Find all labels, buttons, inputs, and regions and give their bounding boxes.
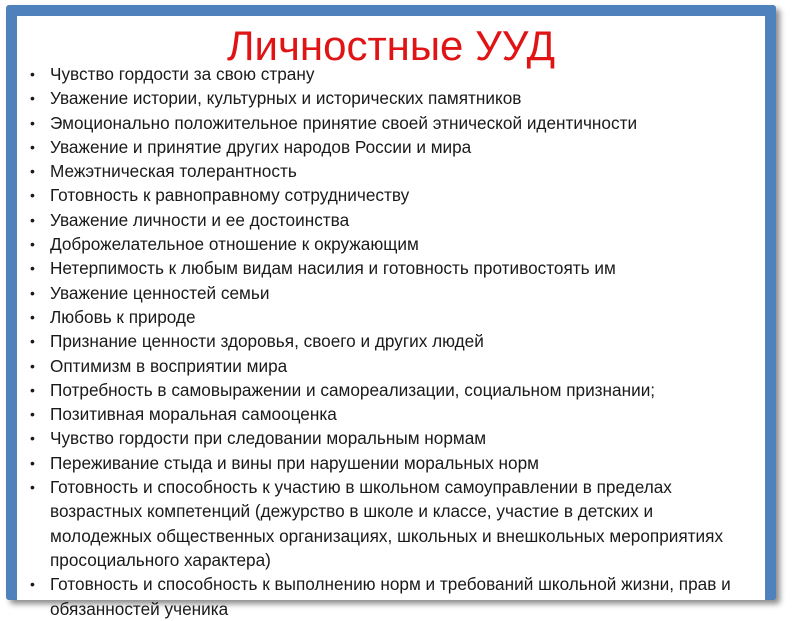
content-panel <box>17 16 765 619</box>
list-item <box>17 62 765 86</box>
bullet-icon: • <box>30 163 35 180</box>
bullet-icon: • <box>30 454 35 471</box>
bullet-icon: • <box>30 479 35 496</box>
list-item <box>17 232 765 256</box>
list-item-text: Любовь к природе <box>50 306 196 327</box>
bullet-list <box>17 62 765 621</box>
list-item <box>17 86 765 110</box>
bullet-icon: • <box>30 260 35 277</box>
bullet-icon: • <box>30 308 35 325</box>
bullet-icon: • <box>30 114 35 131</box>
list-item-text: Признание ценности здоровья, своего и других людей <box>50 331 484 352</box>
list-item-text: Уважение личности и ее достоинства <box>50 209 350 230</box>
list-item-text: Эмоционально положительное принятие своей этнической идентичности <box>50 112 638 133</box>
list-item-text: Оптимизм в восприятии мира <box>50 355 288 376</box>
list-item <box>17 183 765 207</box>
list-item <box>17 159 765 183</box>
list-item <box>17 402 765 426</box>
list-item-text: Чувство гордости за свою страну <box>50 64 315 84</box>
list-item <box>17 135 765 159</box>
list-item-text: Уважение ценностей семьи <box>50 282 270 303</box>
list-item-text: Позитивная моральная самооценка <box>50 404 337 425</box>
list-item <box>17 329 765 353</box>
list-item <box>17 475 765 572</box>
bullet-icon: • <box>30 357 35 374</box>
list-item <box>17 354 765 378</box>
list-item-text: Потребность в самовыражении и самореализации, социальном признании; <box>50 379 656 400</box>
bullet-icon: • <box>30 406 35 423</box>
list-item <box>17 426 765 450</box>
slide-title: Личностные УУД <box>226 22 556 69</box>
list-item-text: Межэтническая толерантность <box>50 161 297 182</box>
bullet-icon: • <box>30 430 35 447</box>
list-item-text: Готовность и способность к участию в школьном самоуправлении в пределах возрастных компетенций (дежурство в школе и классе, участие в детских и молодежных общественных организациях, школьных и внешкольных мероприятиях просоциального характера) <box>50 477 724 570</box>
list-item-text: Уважение и принятие других народов России и мира <box>50 136 472 157</box>
list-item <box>17 256 765 280</box>
list-item <box>17 111 765 135</box>
bullet-icon: • <box>30 187 35 204</box>
bullet-icon: • <box>30 211 35 228</box>
bullet-icon: • <box>30 381 35 398</box>
list-item <box>17 378 765 402</box>
list-item-text: Готовность и способность к выполнению норм и требований школьной жизни, прав и обязанностей ученика <box>50 574 731 619</box>
list-item-text: Доброжелательное отношение к окружающим <box>50 234 419 255</box>
list-item-text: Чувство гордости при следовании моральным нормам <box>50 428 487 449</box>
slide-frame <box>6 5 776 619</box>
bullet-icon: • <box>30 236 35 253</box>
list-item <box>17 451 765 475</box>
bullet-icon: • <box>30 576 35 593</box>
bullet-icon: • <box>30 90 35 107</box>
bullet-icon: • <box>30 333 35 350</box>
list-item-text: Готовность к равноправному сотрудничеству <box>50 185 410 206</box>
bullet-icon: • <box>30 66 35 82</box>
list-item <box>17 572 765 621</box>
list-item <box>17 281 765 305</box>
bullet-icon: • <box>30 284 35 301</box>
list-item-text: Переживание стыда и вины при нарушении моральных норм <box>50 452 539 473</box>
list-item <box>17 208 765 232</box>
list-item-text: Нетерпимость к любым видам насилия и готовность противостоять им <box>50 258 616 279</box>
bullet-icon: • <box>30 138 35 155</box>
list-item <box>17 305 765 329</box>
list-item-text: Уважение истории, культурных и исторических памятников <box>50 88 522 109</box>
